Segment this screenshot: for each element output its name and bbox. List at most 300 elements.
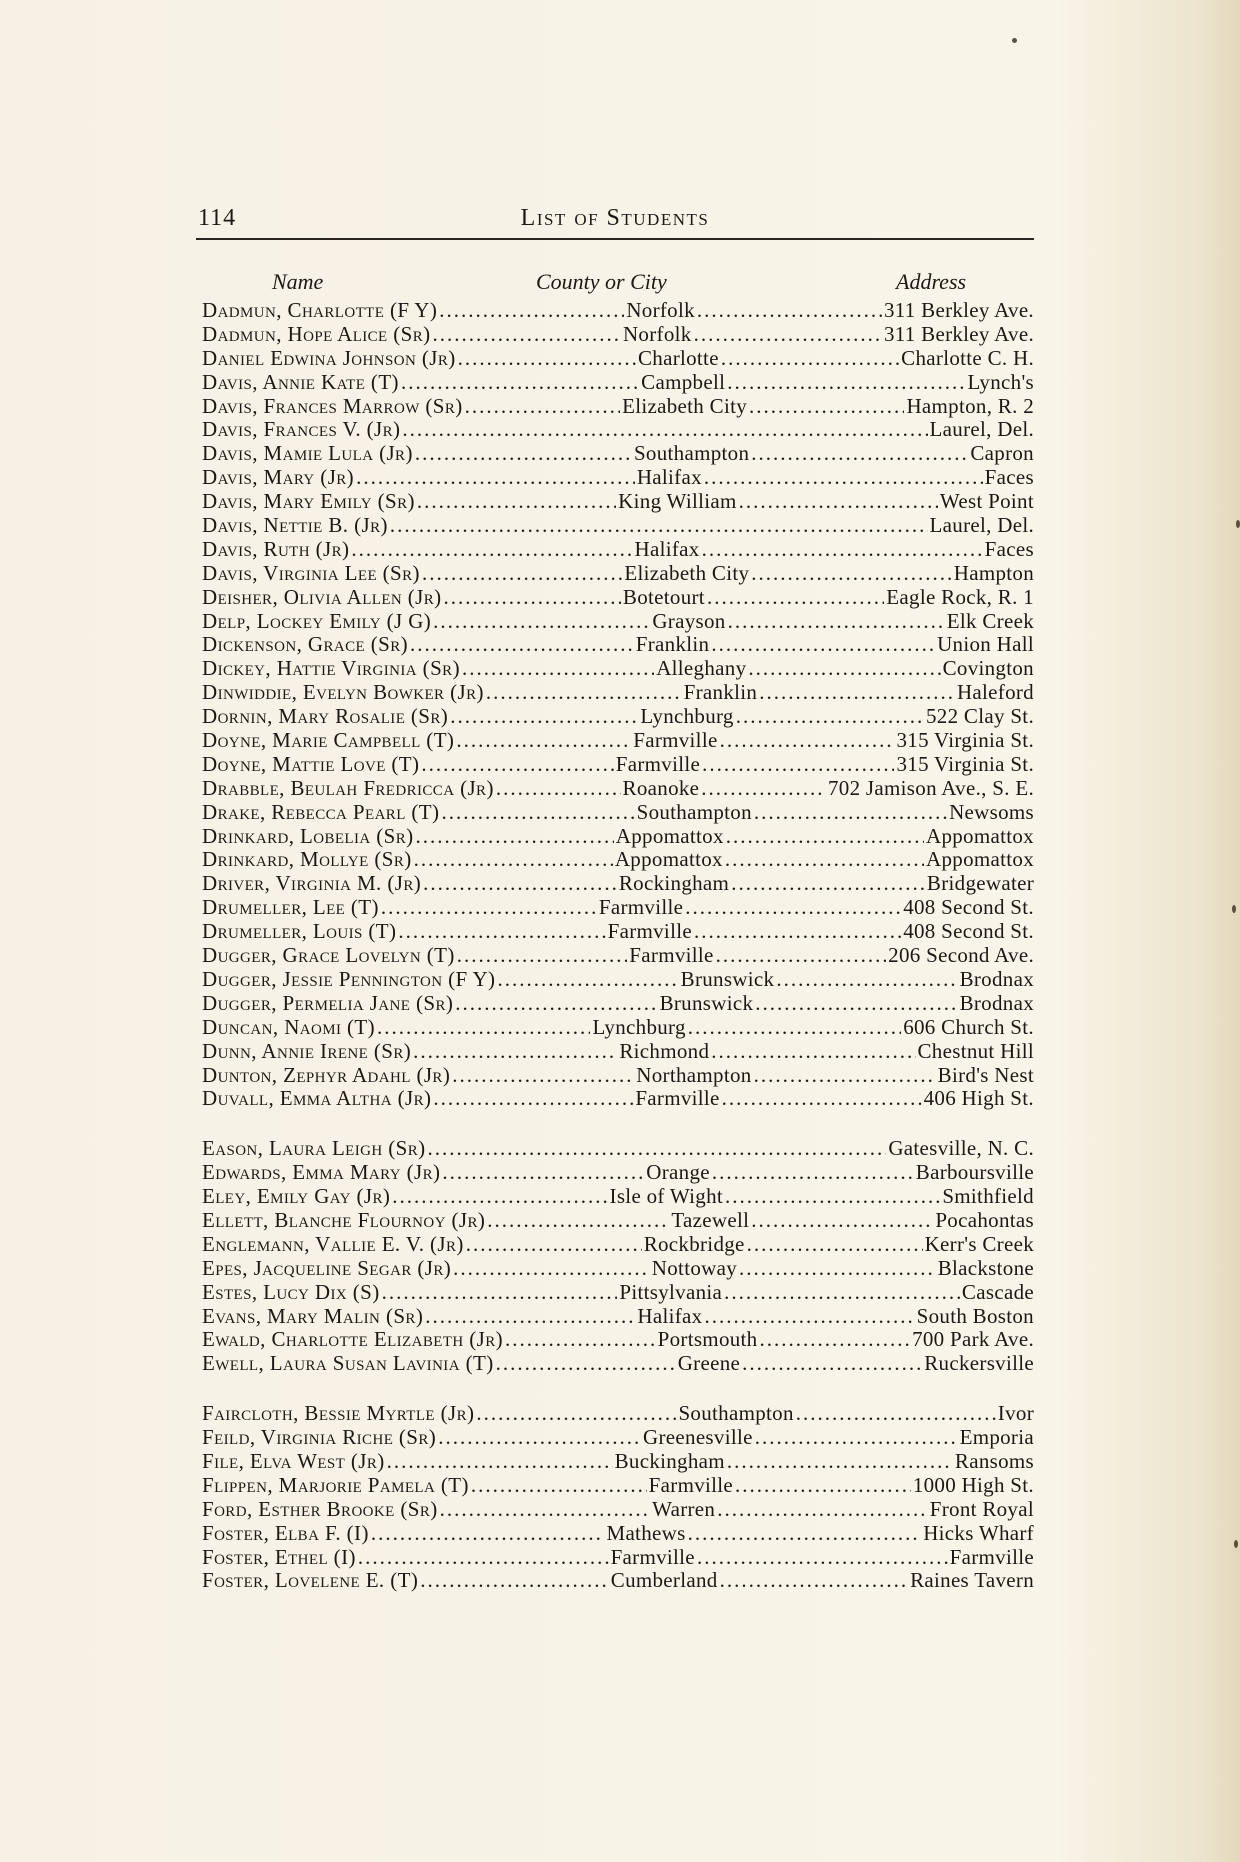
leader-dots	[720, 729, 895, 753]
student-county: Halifax	[634, 536, 700, 561]
student-address: Capron	[970, 441, 1034, 466]
list-item	[202, 299, 1034, 323]
student-address: Hampton	[953, 560, 1034, 585]
student-county: Farmville	[648, 1472, 734, 1497]
leader-dots	[755, 1426, 958, 1450]
list-item	[202, 1209, 1034, 1233]
student-address: 702 Jamison Ave., S. E.	[827, 775, 1034, 800]
student-name: Davis, Mamie Lula (Jr)	[202, 441, 413, 466]
leader-dots	[377, 1016, 590, 1040]
list-item	[202, 1281, 1034, 1305]
leader-dots	[414, 848, 613, 872]
leader-dots	[433, 1087, 633, 1111]
paper-speck	[1012, 38, 1017, 43]
list-item	[202, 705, 1034, 729]
student-address: 406 High St.	[923, 1086, 1034, 1111]
list-item	[202, 1257, 1034, 1281]
student-county: Isle of Wight	[609, 1184, 724, 1209]
leader-dots	[413, 1040, 617, 1064]
student-county: Northampton	[636, 1062, 752, 1087]
student-name: Deisher, Olivia Allen (Jr)	[202, 584, 442, 609]
leader-dots	[452, 1064, 634, 1088]
student-name: Englemann, Vallie E. V. (Jr)	[202, 1231, 464, 1256]
leader-dots	[739, 490, 938, 514]
list-item	[202, 825, 1034, 849]
leader-dots	[694, 323, 882, 347]
student-address: Ransoms	[954, 1448, 1034, 1473]
list-item	[202, 777, 1034, 801]
column-headings	[200, 269, 1034, 297]
list-item	[202, 992, 1034, 1016]
student-name: Delp, Lockey Emily (J G)	[202, 608, 432, 633]
student-name: Ellett, Blanche Flournoy (Jr)	[202, 1207, 486, 1232]
student-name: Eason, Laura Leigh (Sr)	[202, 1136, 426, 1161]
student-address: Pocahontas	[935, 1207, 1034, 1232]
student-county: Portsmouth	[657, 1327, 758, 1352]
student-address: 206 Second Ave.	[888, 943, 1034, 968]
leader-dots	[392, 1185, 607, 1209]
student-name: Foster, Ethel (I)	[202, 1544, 356, 1569]
list-item	[202, 1040, 1034, 1064]
leader-dots	[358, 1546, 609, 1570]
leader-dots	[716, 944, 887, 968]
student-address: Hicks Wharf	[923, 1520, 1034, 1545]
list-item	[202, 1546, 1034, 1570]
list-item	[202, 1137, 1034, 1161]
leader-dots	[417, 490, 616, 514]
student-name: Davis, Nettie B. (Jr)	[202, 513, 388, 538]
student-address: 606 Church St.	[903, 1014, 1034, 1039]
list-item	[202, 1569, 1034, 1593]
list-item	[202, 538, 1034, 562]
student-county: Halifax	[636, 465, 702, 490]
list-item	[202, 1328, 1034, 1352]
leader-dots	[688, 1016, 901, 1040]
student-county: Lynchburg	[640, 704, 734, 729]
student-address: Farmville	[949, 1544, 1034, 1569]
list-item	[202, 466, 1034, 490]
student-address: Ivor	[997, 1401, 1034, 1426]
list-item	[202, 801, 1034, 825]
leader-dots	[697, 1546, 948, 1570]
student-name: Duvall, Emma Altha (Jr)	[202, 1086, 432, 1111]
student-county: Charlotte	[637, 345, 719, 370]
student-name: Duncan, Naomi (T)	[202, 1014, 376, 1039]
student-name: Ewald, Charlotte Elizabeth (Jr)	[202, 1327, 504, 1352]
list-item	[202, 681, 1034, 705]
student-name: Drumeller, Lee (T)	[202, 895, 379, 920]
student-address: 522 Clay St.	[925, 704, 1034, 729]
student-name: Foster, Lovelene E. (T)	[202, 1568, 419, 1593]
student-address: Blackstone	[937, 1255, 1034, 1280]
student-address: Front Royal	[929, 1496, 1034, 1521]
student-address: Ruckersville	[924, 1351, 1034, 1376]
student-county: Botetourt	[622, 584, 705, 609]
leader-dots	[497, 968, 678, 992]
leader-dots	[371, 1522, 605, 1546]
leader-dots	[442, 1161, 644, 1185]
leader-dots	[382, 1281, 618, 1305]
list-item	[202, 1233, 1034, 1257]
student-name: Dugger, Grace Lovelyn (T)	[202, 943, 455, 968]
student-address: Hampton, R. 2	[906, 393, 1034, 418]
student-county: Lynchburg	[592, 1014, 686, 1039]
list-item	[202, 1426, 1034, 1450]
student-county: Greene	[677, 1351, 741, 1376]
student-address: 311 Berkley Ave.	[883, 298, 1034, 322]
student-address: Charlotte C. H.	[901, 345, 1034, 370]
student-name: File, Elva West (Jr)	[202, 1448, 385, 1473]
leader-dots	[453, 1257, 650, 1281]
student-county: Campbell	[641, 369, 726, 394]
student-county: Mathews	[606, 1520, 686, 1545]
student-name: Davis, Annie Kate (T)	[202, 369, 399, 394]
student-county: Farmville	[633, 728, 718, 753]
leader-dots	[796, 1402, 996, 1426]
leader-dots	[421, 753, 613, 777]
student-county: Greenesville	[643, 1425, 753, 1450]
student-county: Farmville	[635, 1086, 720, 1111]
leader-dots	[496, 777, 621, 801]
student-address: Laurel, Del.	[929, 417, 1034, 442]
student-address: Smithfield	[942, 1184, 1034, 1209]
leader-dots	[747, 1233, 923, 1257]
student-county: King William	[618, 489, 737, 514]
student-name: Dunn, Annie Irene (Sr)	[202, 1038, 412, 1063]
list-item	[202, 872, 1034, 896]
list-item	[202, 442, 1034, 466]
student-county: Buckingham	[614, 1448, 725, 1473]
student-address: 408 Second St.	[903, 919, 1034, 944]
leader-dots	[476, 1402, 676, 1426]
leader-dots	[505, 1328, 656, 1352]
list-item	[202, 729, 1034, 753]
student-name: Evans, Mary Malin (Sr)	[202, 1303, 424, 1328]
leader-dots	[420, 1569, 609, 1593]
column-heading-county: County or City	[536, 269, 667, 294]
student-name: Faircloth, Bessie Myrtle (Jr)	[202, 1401, 475, 1426]
student-name: Dornin, Mary Rosalie (Sr)	[202, 704, 449, 729]
leader-dots	[725, 848, 924, 872]
list-item	[202, 633, 1034, 657]
list-item	[202, 586, 1034, 610]
leader-dots	[742, 1352, 922, 1376]
leader-dots	[441, 801, 634, 825]
student-address: Brodnax	[959, 990, 1034, 1015]
student-county: Farmville	[629, 943, 714, 968]
column-heading-address: Address	[896, 269, 967, 294]
student-name: Feild, Virginia Riche (Sr)	[202, 1425, 437, 1450]
student-name: Davis, Mary (Jr)	[202, 465, 355, 490]
leader-dots	[704, 466, 983, 490]
student-address: South Boston	[916, 1303, 1034, 1328]
leader-dots	[720, 1569, 909, 1593]
student-name: Drake, Rebecca Pearl (T)	[202, 799, 440, 824]
leader-dots	[351, 538, 632, 562]
list-item	[202, 1185, 1034, 1209]
leader-dots	[428, 1137, 887, 1161]
leader-dots	[712, 1161, 914, 1185]
student-name: Driver, Virginia M. (Jr)	[202, 871, 422, 896]
student-name: Dadmun, Hope Alice (Sr)	[202, 321, 431, 346]
list-item	[202, 1402, 1034, 1426]
leader-dots	[398, 920, 605, 944]
student-county: Brunswick	[680, 966, 775, 991]
leader-dots	[707, 586, 884, 610]
student-county: Southampton	[633, 441, 750, 466]
leader-dots	[444, 586, 621, 610]
student-address: Appomattox	[925, 823, 1034, 848]
leader-dots	[486, 681, 682, 705]
list-item	[202, 562, 1034, 586]
student-address: Bird's Nest	[937, 1062, 1034, 1087]
list-item	[202, 657, 1034, 681]
list-item	[202, 1522, 1034, 1546]
paper-speck	[1236, 520, 1240, 528]
leader-dots	[776, 968, 957, 992]
student-address: West Point	[939, 489, 1034, 514]
student-name: Drinkard, Mollye (Sr)	[202, 847, 412, 872]
leader-dots	[685, 896, 901, 920]
leader-dots	[433, 323, 621, 347]
student-address: Emporia	[959, 1425, 1034, 1450]
leader-dots	[724, 1281, 960, 1305]
list-item	[202, 1064, 1034, 1088]
student-name: Drumeller, Louis (T)	[202, 919, 397, 944]
list-item	[202, 848, 1034, 872]
leader-dots	[702, 753, 894, 777]
student-name: Epes, Jacqueline Segar (Jr)	[202, 1255, 452, 1280]
student-county: Elizabeth City	[624, 560, 750, 585]
group-spacer	[202, 1111, 1034, 1137]
student-county: Farmville	[607, 919, 692, 944]
student-address: Covington	[942, 656, 1034, 681]
student-name: Dadmun, Charlotte (F Y)	[202, 298, 438, 322]
leader-dots	[722, 1087, 922, 1111]
leader-dots	[688, 1522, 922, 1546]
student-list	[202, 299, 1034, 1593]
student-address: Lynch's	[967, 369, 1034, 394]
student-county: Franklin	[635, 632, 710, 657]
leader-dots	[456, 729, 631, 753]
student-county: Norfolk	[622, 321, 692, 346]
leader-dots	[694, 920, 901, 944]
paper-speck	[1234, 1540, 1238, 1548]
leader-dots	[390, 514, 928, 538]
leader-dots	[466, 1233, 642, 1257]
list-item	[202, 490, 1034, 514]
leader-dots	[717, 1498, 928, 1522]
list-item	[202, 1305, 1034, 1329]
student-county: Norfolk	[626, 298, 695, 322]
leader-dots	[728, 610, 945, 634]
leader-dots	[727, 1450, 953, 1474]
student-county: Farmville	[598, 895, 684, 920]
leader-dots	[487, 1209, 669, 1233]
list-item	[202, 1161, 1034, 1185]
list-item	[202, 1474, 1034, 1498]
student-name: Dinwiddie, Evelyn Bowker (Jr)	[202, 680, 484, 705]
student-address: Elk Creek	[946, 608, 1034, 633]
list-item	[202, 896, 1034, 920]
student-name: Edwards, Emma Mary (Jr)	[202, 1160, 441, 1185]
leader-dots	[751, 562, 951, 586]
paper-speck	[1232, 905, 1236, 913]
leader-dots	[731, 872, 925, 896]
student-address: 1000 High St.	[912, 1472, 1034, 1497]
student-name: Davis, Virginia Lee (Sr)	[202, 560, 420, 585]
student-county: Appomattox	[614, 847, 723, 872]
leader-dots	[356, 466, 635, 490]
leader-dots	[725, 1185, 940, 1209]
list-item	[202, 418, 1034, 442]
student-name: Flippen, Marjorie Pamela (T)	[202, 1472, 469, 1497]
leader-dots	[721, 347, 899, 371]
leader-dots	[402, 418, 927, 442]
student-address: Haleford	[956, 680, 1034, 705]
student-address: Faces	[984, 536, 1034, 561]
leader-dots	[759, 681, 955, 705]
leader-dots	[701, 777, 826, 801]
student-county: Southampton	[678, 1401, 794, 1426]
student-address: Chestnut Hill	[917, 1038, 1034, 1063]
leader-dots	[711, 1040, 915, 1064]
leader-dots	[755, 992, 957, 1016]
leader-dots	[711, 633, 935, 657]
leader-dots	[727, 371, 965, 395]
student-county: Grayson	[652, 608, 726, 633]
list-item	[202, 1498, 1034, 1522]
leader-dots	[455, 992, 657, 1016]
student-name: Dickey, Hattie Virginia (Sr)	[202, 656, 460, 681]
leader-dots	[754, 1064, 936, 1088]
student-address: Appomattox	[926, 847, 1034, 872]
student-county: Cumberland	[610, 1568, 718, 1593]
leader-dots	[416, 825, 614, 849]
leader-dots	[415, 442, 632, 466]
student-county: Roanoke	[622, 775, 700, 800]
page-header	[196, 200, 1034, 240]
student-name: Doyne, Mattie Love (T)	[202, 751, 420, 776]
student-name: Dugger, Permelia Jane (Sr)	[202, 990, 454, 1015]
leader-dots	[440, 1498, 651, 1522]
list-item	[202, 395, 1034, 419]
leader-dots	[739, 1257, 936, 1281]
student-county: Brunswick	[659, 990, 754, 1015]
student-name: Drinkard, Lobelia (Sr)	[202, 823, 414, 848]
student-address: Gatesville, N. C.	[888, 1136, 1034, 1161]
student-address: Newsoms	[949, 799, 1034, 824]
list-item	[202, 610, 1034, 634]
leader-dots	[381, 896, 597, 920]
leader-dots	[410, 633, 634, 657]
leader-dots	[438, 1426, 641, 1450]
student-county: Richmond	[619, 1038, 710, 1063]
leader-dots	[422, 562, 622, 586]
student-name: Davis, Frances V. (Jr)	[202, 417, 401, 442]
leader-dots	[439, 299, 624, 323]
leader-dots	[754, 801, 947, 825]
student-name: Ewell, Laura Susan Lavinia (T)	[202, 1351, 494, 1376]
student-address: Barboursville	[915, 1160, 1034, 1185]
student-county: Tazewell	[671, 1207, 750, 1232]
list-item	[202, 1016, 1034, 1040]
student-name: Dunton, Zephyr Adahl (Jr)	[202, 1062, 451, 1087]
student-address: 408 Second St.	[903, 895, 1034, 920]
page-title: List of Students	[520, 205, 710, 231]
leader-dots	[697, 299, 882, 323]
leader-dots	[496, 1352, 676, 1376]
column-heading-name: Name	[272, 269, 324, 294]
leader-dots	[748, 657, 940, 681]
list-item	[202, 968, 1034, 992]
student-address: 311 Berkley Ave.	[883, 321, 1034, 346]
student-address: Raines Tavern	[910, 1568, 1034, 1593]
leader-dots	[735, 1474, 911, 1498]
student-county: Farmville	[610, 1544, 695, 1569]
student-name: Davis, Ruth (Jr)	[202, 536, 350, 561]
list-item	[202, 1352, 1034, 1376]
student-name: Estes, Lucy Dix (S)	[202, 1279, 380, 1304]
student-county: Warren	[652, 1496, 716, 1521]
student-address: Brodnax	[959, 966, 1034, 991]
list-item	[202, 753, 1034, 777]
leader-dots	[457, 944, 628, 968]
leader-dots	[433, 610, 650, 634]
student-county: Southampton	[636, 799, 752, 824]
student-name: Foster, Elba F. (I)	[202, 1520, 369, 1545]
list-item	[202, 514, 1034, 538]
student-county: Elizabeth City	[622, 393, 748, 418]
page-number: 114	[198, 205, 237, 231]
leader-dots	[387, 1450, 613, 1474]
student-county: Nottoway	[651, 1255, 738, 1280]
student-county: Rockbridge	[643, 1231, 745, 1256]
leader-dots	[759, 1328, 910, 1352]
student-name: Daniel Edwina Johnson (Jr)	[202, 345, 456, 370]
list-item	[202, 371, 1034, 395]
list-item	[202, 1450, 1034, 1474]
student-name: Davis, Mary Emily (Sr)	[202, 489, 415, 514]
list-item	[202, 920, 1034, 944]
student-county: Halifax	[637, 1303, 703, 1328]
student-address: Cascade	[961, 1279, 1034, 1304]
student-name: Dugger, Jessie Pennington (F Y)	[202, 966, 496, 991]
leader-dots	[462, 657, 654, 681]
student-name: Drabble, Beulah Fredricca (Jr)	[202, 775, 494, 800]
leader-dots	[471, 1474, 647, 1498]
student-name: Doyne, Marie Campbell (T)	[202, 728, 455, 753]
leader-dots	[736, 705, 924, 729]
group-spacer	[202, 1376, 1034, 1402]
leader-dots	[751, 1209, 933, 1233]
leader-dots	[401, 371, 639, 395]
leader-dots	[465, 395, 620, 419]
leader-dots	[702, 538, 983, 562]
leader-dots	[423, 872, 617, 896]
student-name: Ford, Esther Brooke (Sr)	[202, 1496, 438, 1521]
student-county: Farmville	[615, 751, 701, 776]
list-item	[202, 347, 1034, 371]
list-item	[202, 944, 1034, 968]
student-name: Eley, Emily Gay (Jr)	[202, 1184, 391, 1209]
student-county: Rockingham	[618, 871, 730, 896]
student-county: Orange	[646, 1160, 710, 1185]
student-address: Eagle Rock, R. 1	[886, 584, 1034, 609]
student-county: Alleghany	[656, 656, 747, 681]
student-address: Faces	[984, 465, 1034, 490]
leader-dots	[450, 705, 638, 729]
